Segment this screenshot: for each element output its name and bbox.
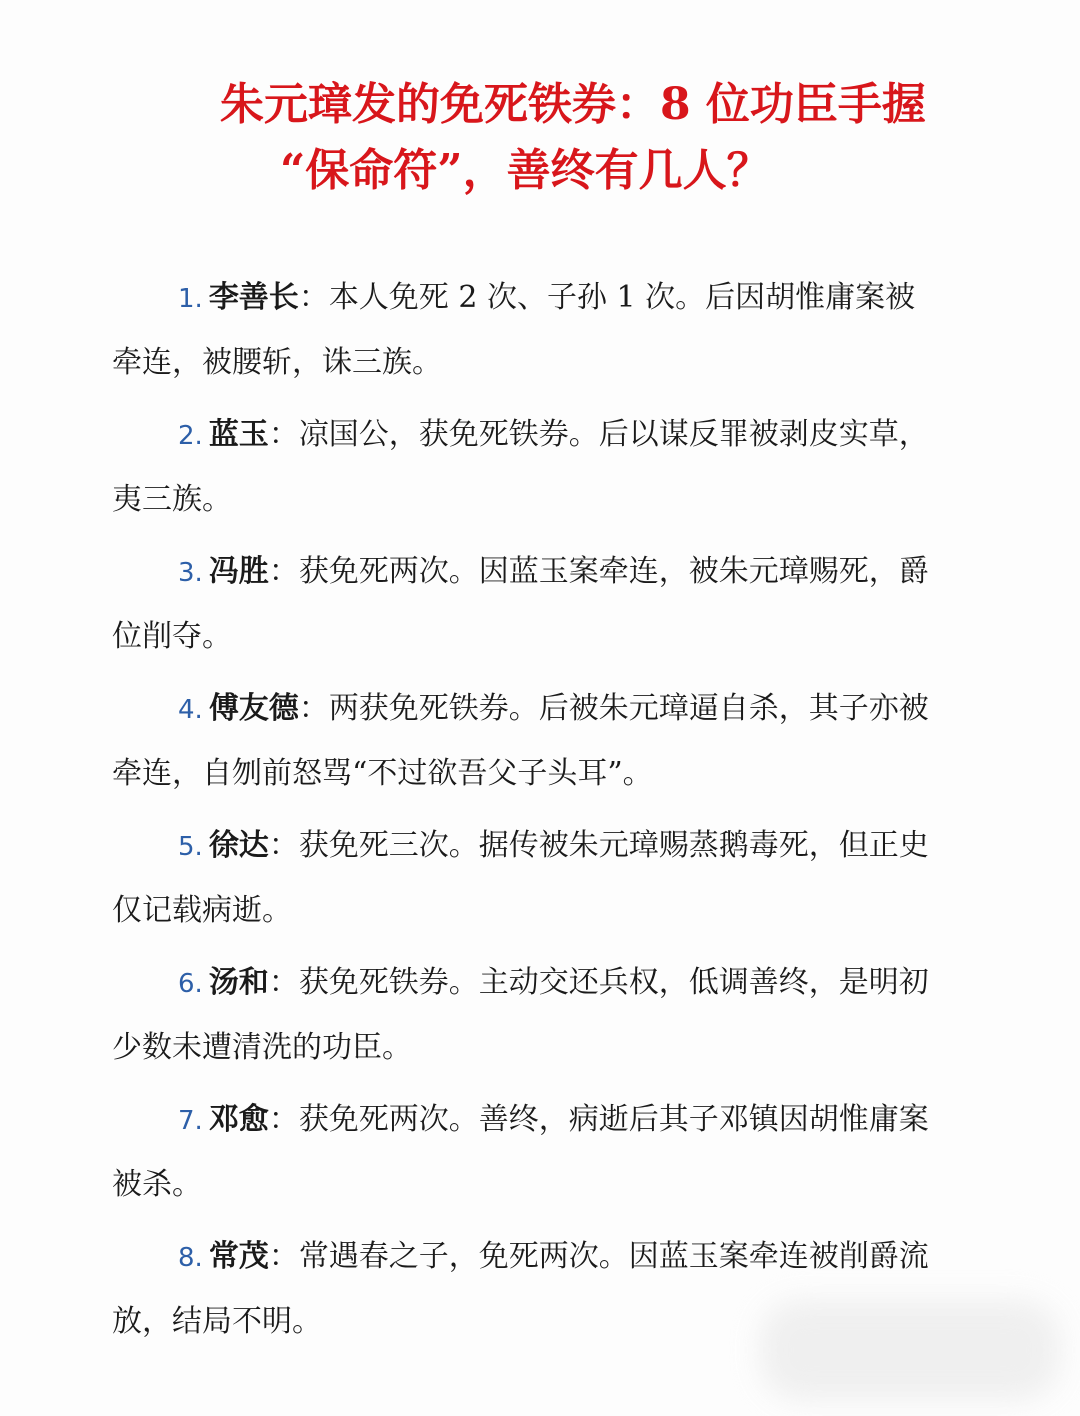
item-name: 冯胜 bbox=[208, 554, 269, 589]
list-item bbox=[112, 951, 942, 1080]
item-separator: ： bbox=[298, 691, 329, 726]
list-item bbox=[112, 1088, 942, 1217]
item-name: 常茂 bbox=[208, 1239, 269, 1274]
item-number: 3. bbox=[178, 558, 203, 588]
page-title bbox=[0, 72, 1080, 204]
item-separator: ： bbox=[298, 280, 329, 315]
item-separator: ： bbox=[268, 965, 299, 1000]
item-text: 两获免死铁券。后被朱元璋逼自杀，其子亦被牵连，自刎前怒骂“不过欲吾父子头耳”。 bbox=[112, 691, 929, 791]
item-number: 2. bbox=[178, 421, 203, 451]
item-separator: ： bbox=[268, 1102, 299, 1137]
merit-list bbox=[112, 266, 942, 1362]
item-text: 获免死两次。因蓝玉案牵连，被朱元璋赐死，爵位削夺。 bbox=[112, 554, 929, 654]
item-name: 邓愈 bbox=[208, 1102, 269, 1137]
item-text: 获免死两次。善终，病逝后其子邓镇因胡惟庸案被杀。 bbox=[112, 1102, 929, 1202]
item-separator: ： bbox=[268, 417, 299, 452]
title-line-2: “保命符”，善终有几人？ bbox=[280, 145, 771, 196]
item-number: 7. bbox=[178, 1106, 203, 1136]
item-text: 获免死铁券。主动交还兵权，低调善终，是明初少数未遭清洗的功臣。 bbox=[112, 965, 929, 1065]
list-item bbox=[112, 814, 942, 943]
list-item bbox=[112, 266, 942, 395]
item-name: 李善长 bbox=[208, 280, 299, 315]
list-item bbox=[112, 403, 942, 532]
blurred-watermark-area bbox=[760, 1300, 1060, 1400]
item-separator: ： bbox=[268, 554, 299, 589]
title-line-1: 朱元璋发的免死铁券：8 位功臣手握 bbox=[220, 79, 926, 130]
item-separator: ： bbox=[268, 1239, 299, 1274]
list-item bbox=[112, 677, 942, 806]
item-separator: ： bbox=[268, 828, 299, 863]
item-text: 凉国公，获免死铁券。后以谋反罪被剥皮实草，夷三族。 bbox=[112, 417, 929, 517]
item-text: 常遇春之子，免死两次。因蓝玉案牵连被削爵流放，结局不明。 bbox=[112, 1239, 929, 1339]
item-text: 获免死三次。据传被朱元璋赐蒸鹅毒死，但正史仅记载病逝。 bbox=[112, 828, 929, 928]
item-name: 徐达 bbox=[208, 828, 269, 863]
item-number: 1. bbox=[178, 284, 203, 314]
item-number: 4. bbox=[178, 695, 203, 725]
list-item bbox=[112, 540, 942, 669]
item-text: 本人免死 2 次、子孙 1 次。后因胡惟庸案被牵连，被腰斩，诛三族。 bbox=[112, 280, 916, 380]
item-number: 6. bbox=[178, 969, 203, 999]
item-name: 蓝玉 bbox=[208, 417, 269, 452]
item-name: 汤和 bbox=[208, 965, 269, 1000]
item-number: 5. bbox=[178, 832, 203, 862]
item-number: 8. bbox=[178, 1243, 203, 1273]
item-name: 傅友德 bbox=[208, 691, 299, 726]
